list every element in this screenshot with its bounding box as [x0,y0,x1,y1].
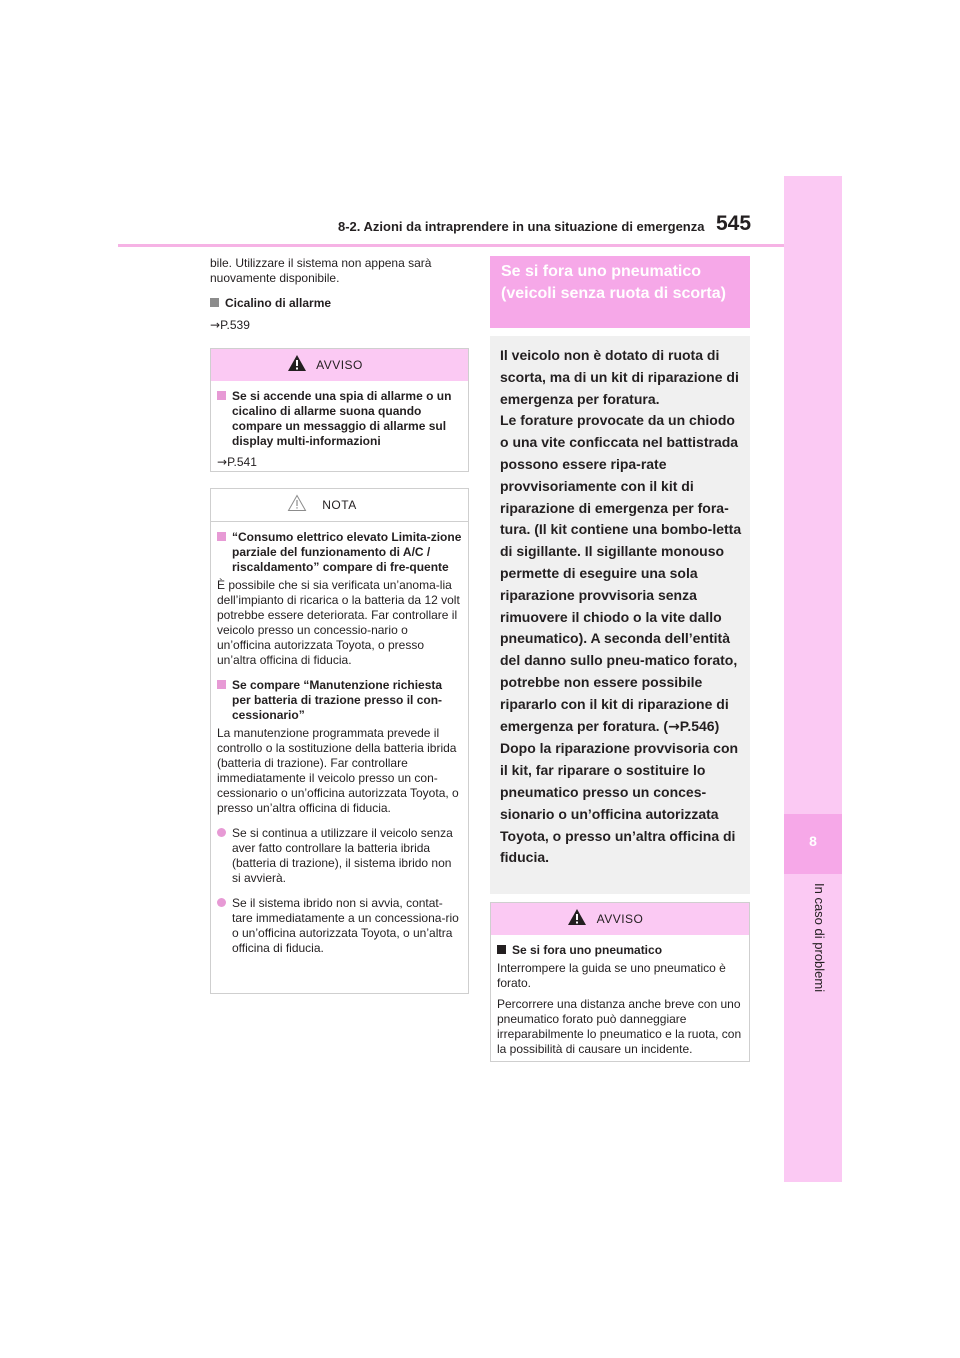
avviso-heading-2: Se si fora uno pneumatico [497,943,743,958]
avviso-reference: →P.541 [217,455,257,469]
tire-section-heading: Se si fora uno pneumatico (veicoli senza ruota di scorta) [501,263,726,302]
avviso-text-1: Interrompere la guida se uno pneumatico è forato. [497,961,726,990]
nota-bar [211,489,468,522]
arrow-right-icon: → [668,718,680,735]
intro-text: bile. Utilizzare il sistema non appena sarà nuovamente disponibile. [210,256,432,285]
nota-bullet-2: Se il sistema ibrido non si avvia, contat-tare immediatamente a un concessiona-rio o un’officina autorizzata Toyota, o un’altra officina di fiducia. [217,896,462,956]
nota-heading-2: Se compare “Manutenzione richiesta per batteria di trazione presso il con-cessionario” [217,678,462,723]
nota-bullet-1: Se si continua a utilizzare il veicolo senza aver fatto controllare la batteria ibrida (batteria di trazione), il sistema ibrido non si avvierà. [217,826,462,886]
round-bullet-icon [217,828,226,837]
square-bullet-icon [210,298,219,307]
nota-text-1: È possibile che si sia verificata un’anoma-lia dell’impianto di ricarica o la batteria da 12 volt potrebbe essere deteriorata. Far controllare il veicolo presso un concessio-nario o un’officina autorizzata Toyota, o presso un’altra officina di fiducia. [217,578,460,667]
tire-info-box [490,336,750,894]
square-bullet-icon [217,532,226,541]
nota-box [210,488,469,994]
square-bullet-icon [497,945,506,954]
tire-section-heading-box [490,256,750,328]
chapter-label: In caso di problemi [812,883,827,993]
tire-info-text: Il veicolo non è dotato di ruota di scorta, ma di un kit di riparazione di emergenza per foratura. Le forature provocate da un chiodo o una vite conficcata nel battistrada possono essere ripa-rate provvisoriamente con il kit di riparazione di emergenza per fora-tura. (Il kit contiene una bombo-letta di sigillante. Il sigillante monouso permette di eseguire una sola riparazione provvisoria senza rimuovere il chiodo o la vite dallo pneumatico). A seconda dell’entità del danno sullo pneu-matico forato, potrebbe non essere possibile ripararlo con il kit di riparazione di emergenza per foratura. (→P.546) Dopo la riparazione provvisoria con il kit, far riparare o sostituire lo pneumatico presso un conces-sionario o un’officina autorizzata Toyota, o presso un’altra officina di fiducia. [500,347,742,866]
nota-label: NOTA [322,498,357,512]
nota-body [211,522,468,976]
cicalino-reference: →P.539 [210,318,250,332]
avviso-bar-2 [491,903,749,935]
avviso-text-2: Percorrere una distanza anche breve con uno pneumatico forato può danneggiare irreparabilmente lo pneumatico e la ruota, con la possibilità di causare un incidente. [497,997,742,1056]
arrow-right-icon: → [217,455,228,469]
avviso-heading: Se si accende una spia di allarme o un cicalino di allarme suona quando compare un messaggio di allarme sul display multi-informazioni [217,389,462,449]
nota-text-2: La manutenzione programmata prevede il controllo o la sostituzione della batteria ibrida (batteria di trazione). Far controllare immediatamente il veicolo presso un con-cessionario o un’officina autorizzata Toyota, o presso un’altra officina di fiducia. [217,726,459,815]
square-bullet-icon [217,680,226,689]
chapter-side-tab [784,176,842,1182]
nota-heading-1: “Consumo elettrico elevato Limita-zione parziale del funzionamento di A/C / riscaldamento” compare di fre-quente [217,530,462,575]
avviso-label-2: AVVISO [596,912,644,926]
cicalino-heading: Cicalino di allarme [210,296,468,311]
chapter-number: 8 [809,833,817,849]
avviso-box-2 [490,902,750,1062]
avviso-body [211,381,468,480]
avviso-label: AVVISO [316,358,363,372]
avviso-body-2 [491,935,749,1067]
avviso-box [210,348,469,472]
header-rule [118,244,784,247]
page-number: 545 [716,212,752,235]
avviso-bar [211,349,468,381]
section-title: 8-2. Azioni da intraprendere in una situazione di emergenza [338,219,705,234]
square-bullet-icon [217,391,226,400]
arrow-right-icon: → [210,318,221,332]
round-bullet-icon [217,898,226,907]
